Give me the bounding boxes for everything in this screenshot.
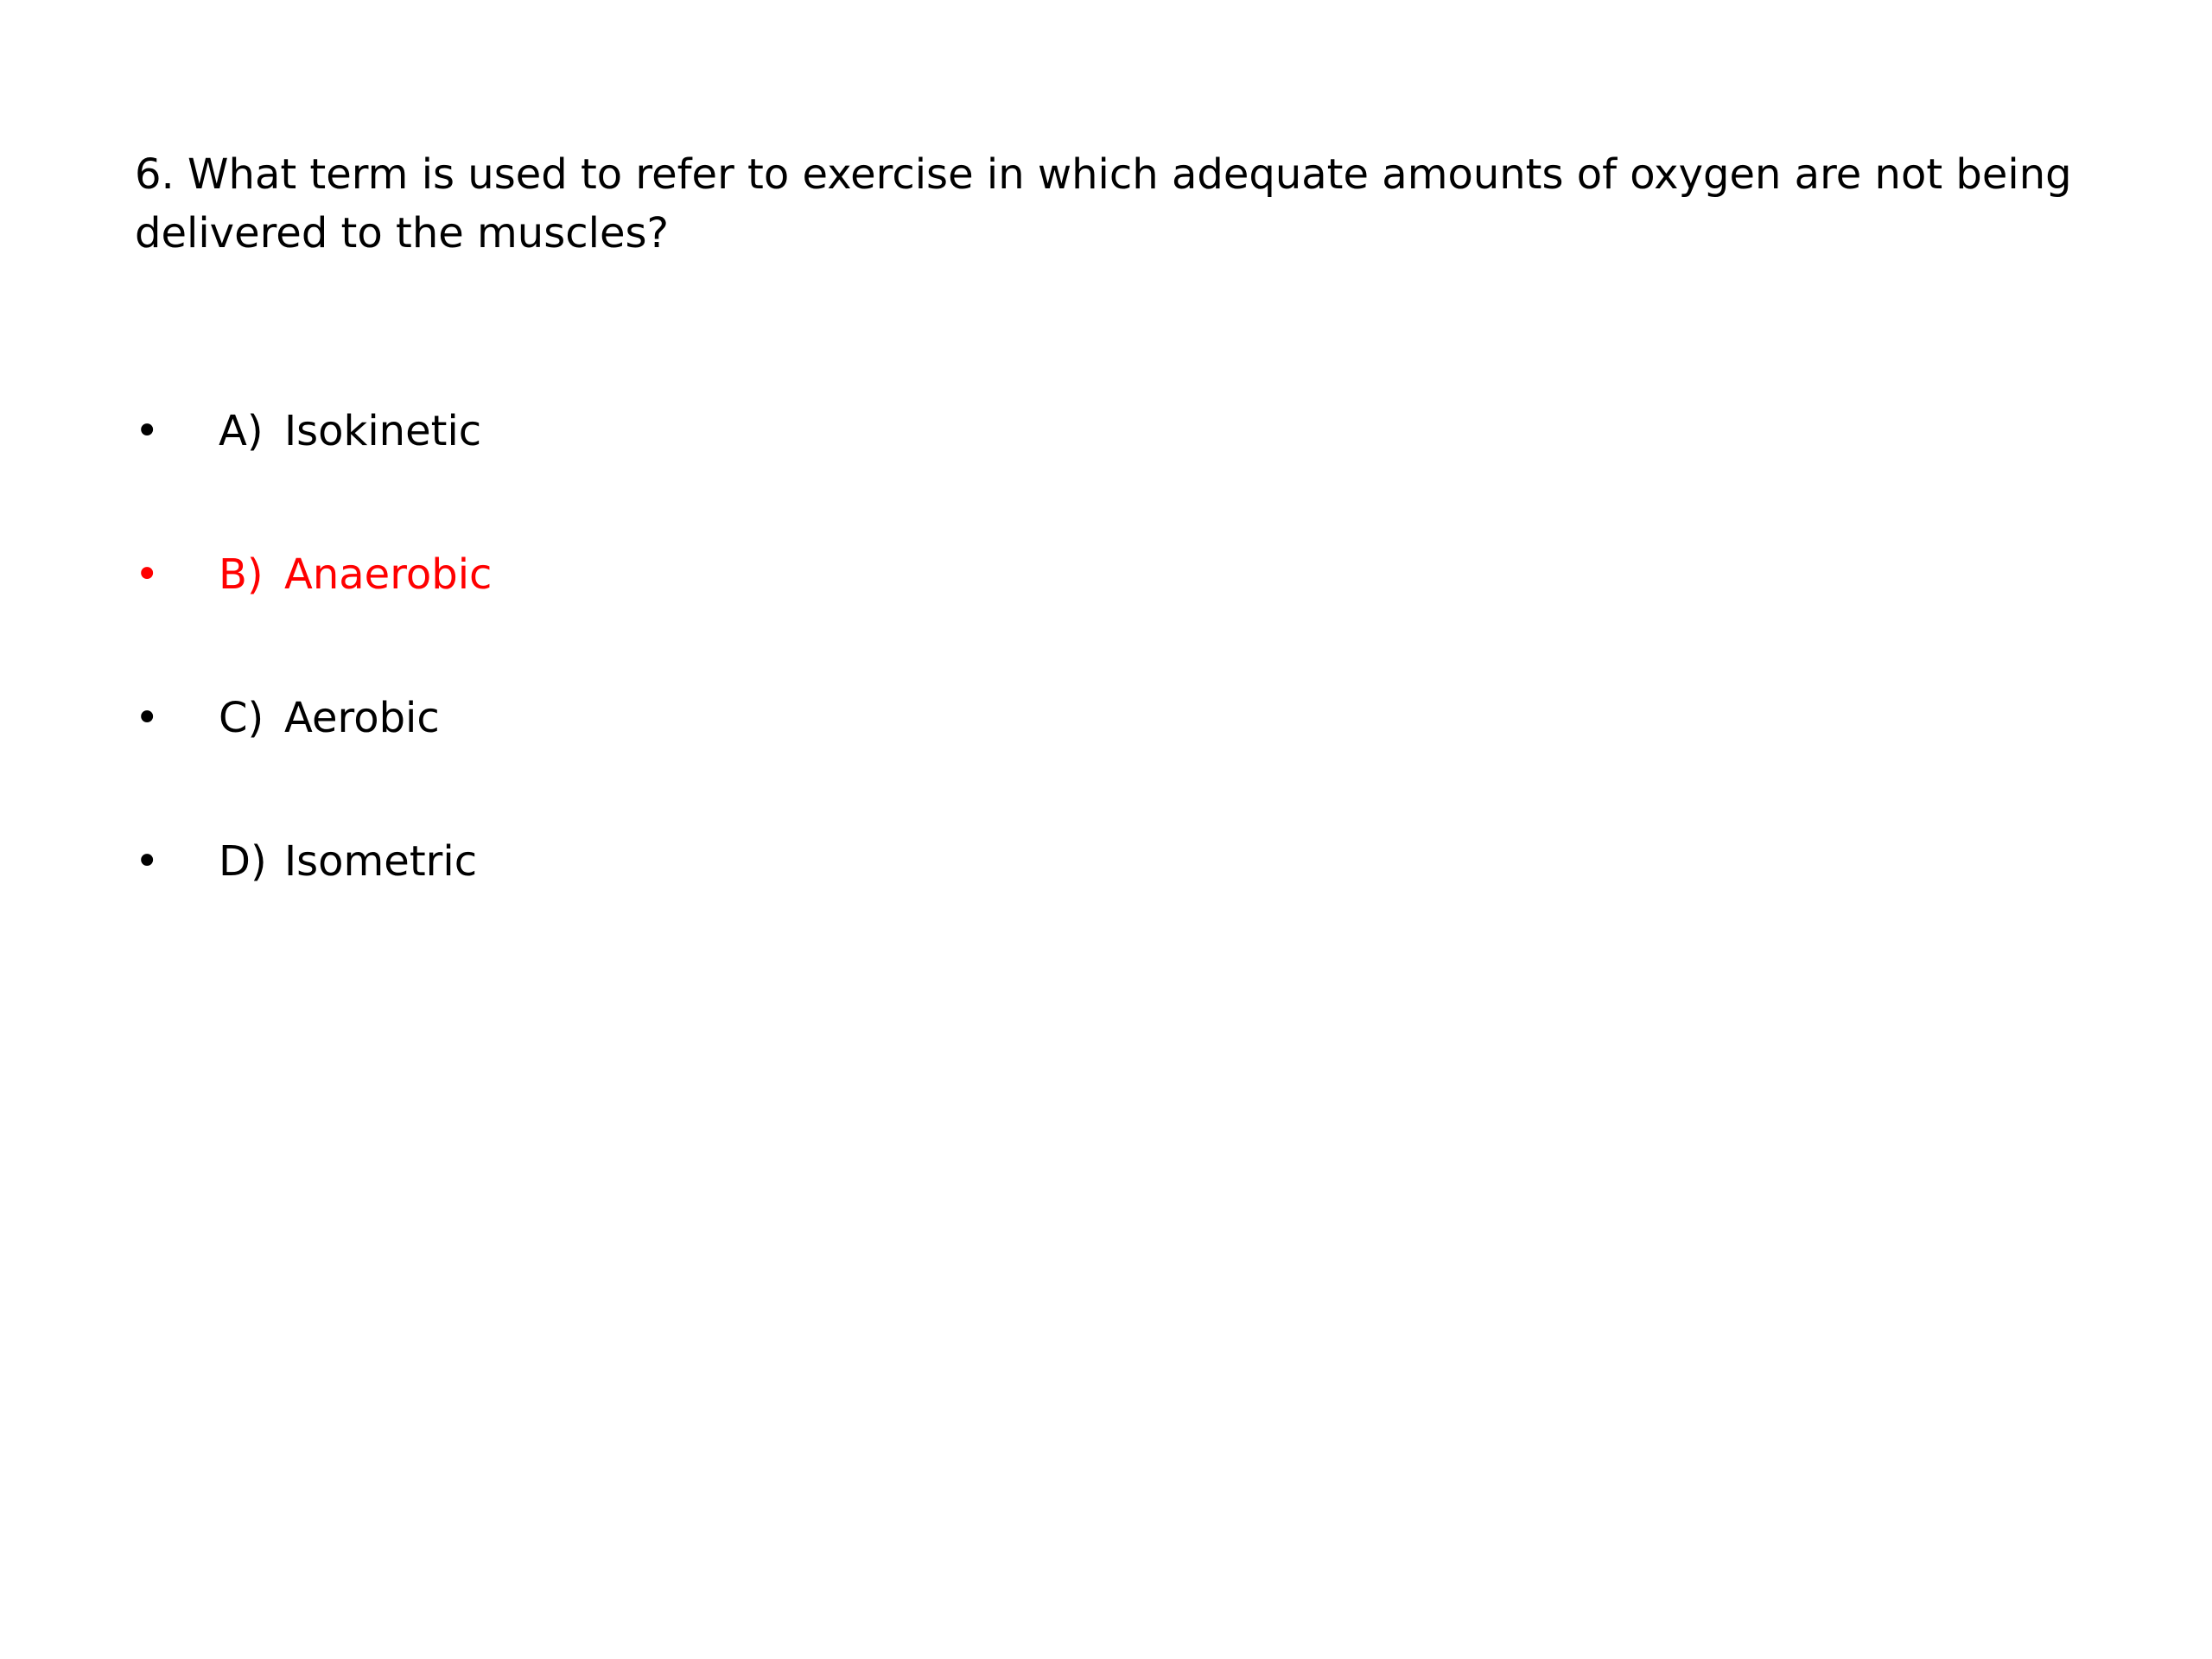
choice-letter: D) xyxy=(219,837,267,886)
answer-choices-list xyxy=(135,402,492,976)
bullet-icon: • xyxy=(135,694,160,742)
bullet-icon: • xyxy=(135,407,160,455)
choice-text: Anaerobic xyxy=(284,550,493,599)
choice-b xyxy=(135,545,492,689)
choice-letter: A) xyxy=(219,407,264,455)
question-text: 6. What term is used to refer to exercise in which adequate amounts of oxygen are not being delivered to the muscles? xyxy=(135,150,2072,257)
bullet-icon: • xyxy=(135,837,160,886)
choice-c xyxy=(135,689,492,832)
choice-letter: C) xyxy=(219,694,264,742)
choice-d xyxy=(135,832,492,976)
choice-a xyxy=(135,402,492,545)
choice-text: Isometric xyxy=(284,837,478,886)
choice-text: Isokinetic xyxy=(284,407,482,455)
choice-text: Aerobic xyxy=(284,694,440,742)
choice-letter: B) xyxy=(219,550,264,599)
bullet-icon: • xyxy=(135,550,160,599)
